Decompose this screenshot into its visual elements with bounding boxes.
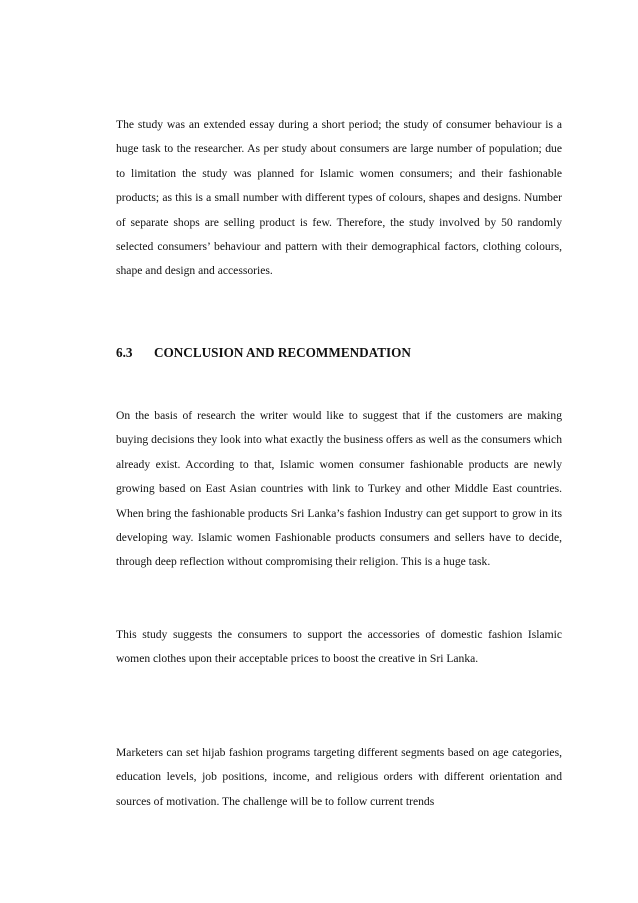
paragraph-recommendation-marketers: Marketers can set hijab fashion programs targeting different segments based on age categories, education levels, job positions, income, and religious orders with different orientation and sources of motivation. The challenge will be to follow current trends [116, 746, 562, 808]
section-number: 6.3 [116, 345, 133, 360]
paragraph-recommendation-domestic: This study suggests the consumers to support the accessories of domestic fashion Islamic women clothes upon their acceptable prices to boost the creative in Sri Lanka. [116, 628, 562, 666]
paragraph-study-scope: The study was an extended essay during a short period; the study of consumer behaviour is a huge task to the researcher. As per study about consumers are large number of population; due to limitation the study was planned for Islamic women consumers; and their fashionable products; as this is a small number with different types of colours, shapes and designs. Number of separate shops are selling product is few. Therefore, the study involved by 50 randomly selected consumers’ behaviour and pattern with their demographical factors, clothing colours, shape and design and accessories. [116, 118, 562, 278]
section-title: CONCLUSION AND RECOMMENDATION [154, 345, 411, 360]
paragraph-conclusion: On the basis of research the writer would like to suggest that if the customers are making buying decisions they look into what exactly the business offers as well as the consumers which already exist. According to that, Islamic women consumer fashionable products are newly growing based on East Asian countries with link to Turkey and other Middle East countries. When bring the fashionable products Sri Lanka’s fashion Industry can get support to grow in its developing way. Islamic women Fashionable products consumers and sellers have to decide, through deep reflection without compromising their religion. This is a huge task. [116, 409, 562, 569]
section-heading [116, 343, 562, 363]
